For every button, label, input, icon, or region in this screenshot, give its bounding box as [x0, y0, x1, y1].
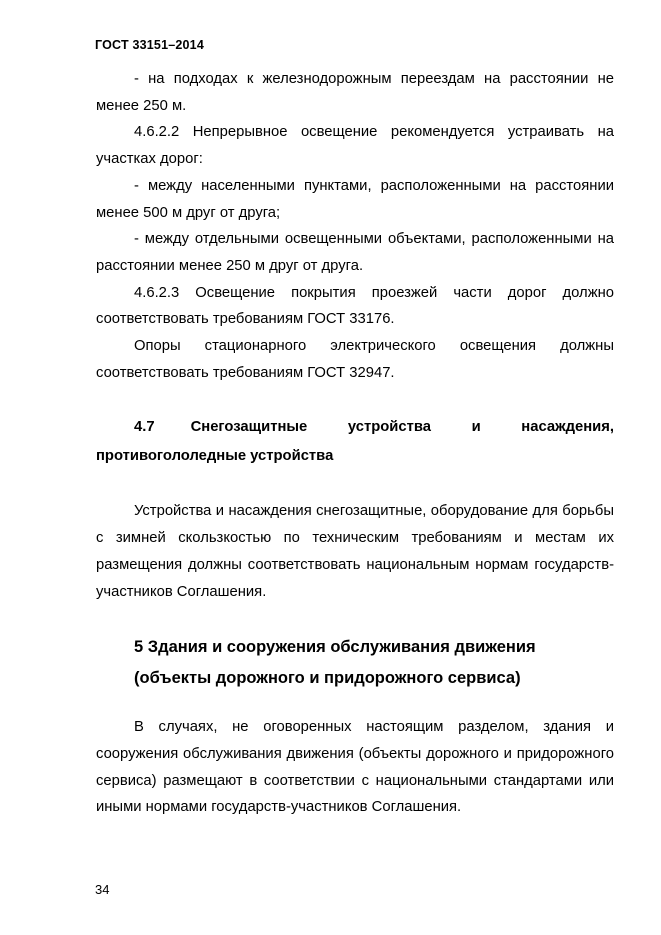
section-4-7-body: Устройства и насаждения снегозащитные, оборудование для борьбы с зимней скользкостью по техническим требованиям и местам их размещения должны соответствовать национальным нормам государств-участников Соглашения.: [96, 503, 614, 600]
section-number: 4.7: [134, 419, 155, 436]
section-5-body: В случаях, не оговоренных настоящим разделом, здания и сооружения обслуживания движения (объекты дорожного и придорожного сервиса) размещают в соответствии с национальными стандартами или иными нормами государств-участников Соглашения.: [96, 719, 614, 816]
page-content: [96, 66, 614, 821]
paragraph: Опоры стационарного электрического освещения должны соответствовать требованиям ГОСТ 32947.: [96, 338, 614, 381]
page-number: 34: [95, 882, 110, 897]
paragraph: - между отдельными освещенными объектами, расположенными на расстоянии менее 250 м друг от друга.: [96, 231, 614, 274]
spacer: [96, 386, 614, 413]
section-heading-4-7: [96, 413, 614, 471]
paragraph: - на подходах к железнодорожным переездам на расстоянии не менее 250 м.: [96, 71, 614, 114]
spacer: [96, 694, 614, 714]
paragraph: - между населенными пунктами, расположенными на расстоянии менее 500 м друг от друга;: [96, 177, 614, 221]
spacer: [96, 605, 614, 632]
section-title: Снегозащитные устройства и насаждения, противогололедные устройства: [96, 419, 614, 465]
spacer: [96, 471, 614, 498]
document-header: ГОСТ 33151–2014: [95, 38, 204, 52]
paragraph: 4.6.2.3 Освещение покрытия проезжей части дорог должно соответствовать требованиям ГОСТ 33176.: [96, 284, 614, 328]
section-title-line-2: (объекты дорожного и придорожного сервиса): [134, 669, 521, 688]
paragraph: 4.6.2.2 Непрерывное освещение рекомендуется устраивать на участках дорог:: [96, 124, 614, 168]
section-heading-5: [96, 632, 614, 694]
section-title-line-1: 5 Здания и сооружения обслуживания движения: [134, 638, 536, 657]
